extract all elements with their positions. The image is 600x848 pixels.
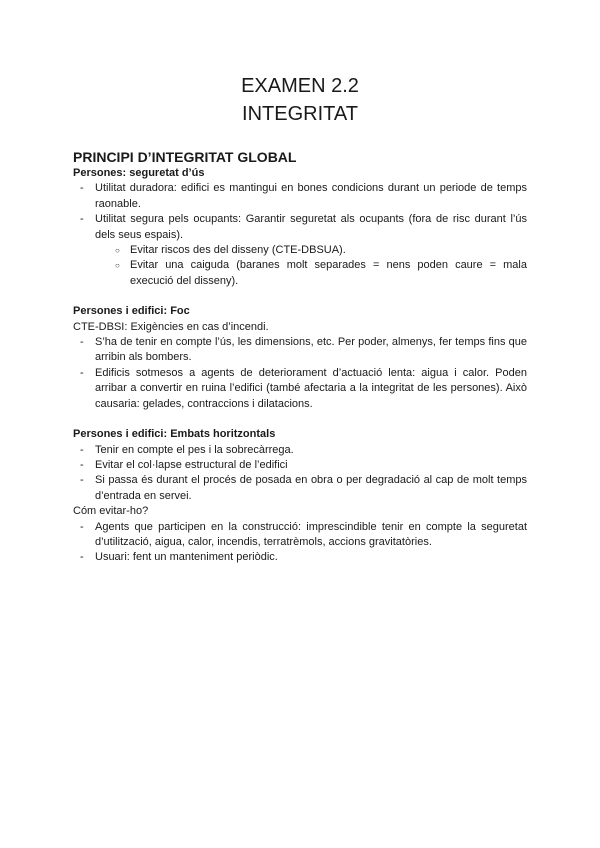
list-item: - Edificis sotmesos a agents de deteriorament d’actuació lenta: aigua i calor. Poden arribar a convertir en ruina l’edifici (també afectaria a la integritat de les persones). Això causaria: gelades, contraccions i dilatacions. (95, 366, 527, 412)
list-item: - Si passa és durant el procés de posada en obra o per degradació al cap de molt temps d’entrada en servei. (95, 473, 527, 504)
embats-list (73, 443, 527, 505)
list-item: - Usuari: fent un manteniment periòdic. (95, 550, 527, 565)
sub-list-item: ○ Evitar una caiguda (baranes molt separades = nens poden caure = mala execució del disseny). (130, 258, 527, 289)
list-item: - S’ha de tenir en compte l’ús, les dimensions, etc. Per poder, almenys, fer temps fins que arribin als bombers. (95, 335, 527, 366)
list-item: - Tenir en compte el pes i la sobrecàrrega. (95, 443, 527, 458)
embats-question: Cóm evitar-ho? (73, 505, 149, 518)
subsection-heading-seguretat: Persones: seguretat d’ús (73, 167, 205, 179)
seguretat-list (73, 181, 527, 243)
list-item: - Evitar el col·lapse estructural de l’edifici (95, 458, 527, 473)
document-title-line-2: INTEGRITAT (242, 103, 358, 125)
seguretat-sublist (73, 243, 527, 289)
foc-intro: CTE-DBSI: Exigències en cas d’incendi. (73, 320, 269, 333)
list-item: - Agents que participen en la construcció: imprescindible tenir en compte la seguretat d’utilització, aigua, calor, incendis, terratrèmols, accions gravitatòries. (95, 520, 527, 551)
document-body (73, 148, 527, 566)
document-title-line-1: EXAMEN 2.2 (241, 75, 359, 97)
section-heading: PRINCIPI D’INTEGRITAT GLOBAL (73, 149, 297, 165)
subsection-heading-foc: Persones i edifici: Foc (73, 305, 190, 318)
foc-list (73, 335, 527, 412)
subsection-heading-embats: Persones i edifici: Embats horitzontals (73, 428, 276, 441)
embats-answers-list (73, 520, 527, 566)
list-item: - Utilitat segura pels ocupants: Garantir seguretat als ocupants (fora de risc durant l’ús dels seus espais). (95, 212, 527, 243)
list-item: - Utilitat duradora: edifici es mantingui en bones condicions durant un periode de temps raonable. (95, 181, 527, 212)
sub-list-item: ○ Evitar riscos des del disseny (CTE-DBSUA). (130, 243, 527, 258)
